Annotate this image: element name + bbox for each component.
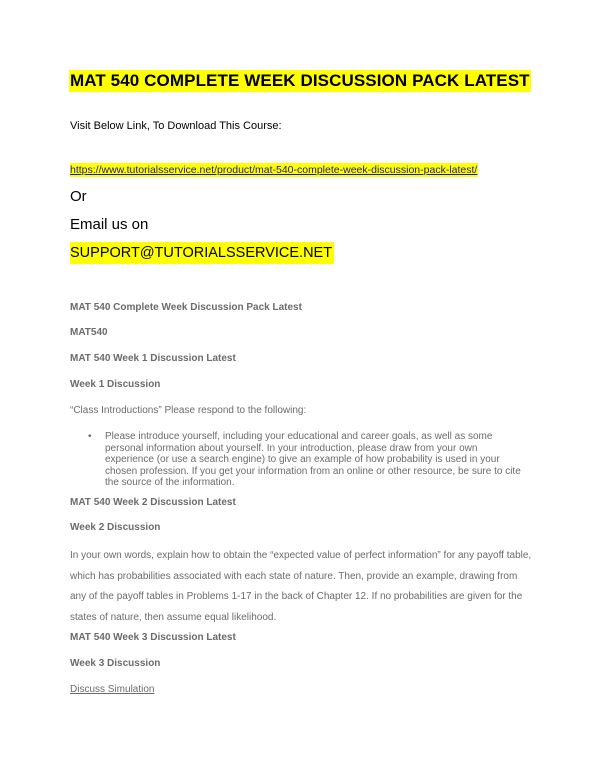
bullet-icon: • — [88, 431, 92, 442]
week1-bullet-text: Please introduce yourself, including your educational and career goals, as well as some personal information about yourself. In your introduction, please draw from your own experience (or use a search engine) to give an example of how probability is used in your chosen profession. If you get your information from an online or other resource, be sure to cite the source of the information. — [105, 431, 521, 488]
discuss-simulation-link[interactable]: Discuss Simulation — [70, 684, 155, 695]
visit-instruction: Visit Below Link, To Download This Course: — [70, 120, 282, 132]
pack-heading: MAT 540 Complete Week Discussion Pack Latest — [70, 302, 302, 313]
download-link[interactable]: https://www.tutorialsservice.net/product/mat-540-complete-week-discussion-pack-latest/ — [70, 164, 478, 176]
week2-body: In your own words, explain how to obtain the “expected value of perfect information” for any payoff table, which has probabilities associated with each state of nature. Then, provide an example, drawing from any of the payoff tables in Problems 1-17 in the back of Chapter 12. If no probabilities are given for the states of nature, then assume equal likelihood. — [70, 550, 532, 623]
course-code: MAT540 — [70, 327, 108, 338]
document-title: MAT 540 COMPLETE WEEK DISCUSSION PACK LATEST — [70, 71, 530, 90]
week3-heading: MAT 540 Week 3 Discussion Latest — [70, 632, 236, 643]
week2-heading: MAT 540 Week 2 Discussion Latest — [70, 497, 236, 508]
week2-subheading: Week 2 Discussion — [70, 522, 161, 533]
email-label: Email us on — [70, 216, 149, 233]
or-text: Or — [70, 188, 87, 205]
week3-subheading: Week 3 Discussion — [70, 658, 161, 669]
support-email[interactable]: SUPPORT@TUTORIALSSERVICE.NET — [70, 242, 334, 264]
week1-prompt: “Class Introductions” Please respond to the following: — [70, 405, 307, 416]
week1-heading: MAT 540 Week 1 Discussion Latest — [70, 353, 236, 364]
week1-subheading: Week 1 Discussion — [70, 379, 161, 390]
